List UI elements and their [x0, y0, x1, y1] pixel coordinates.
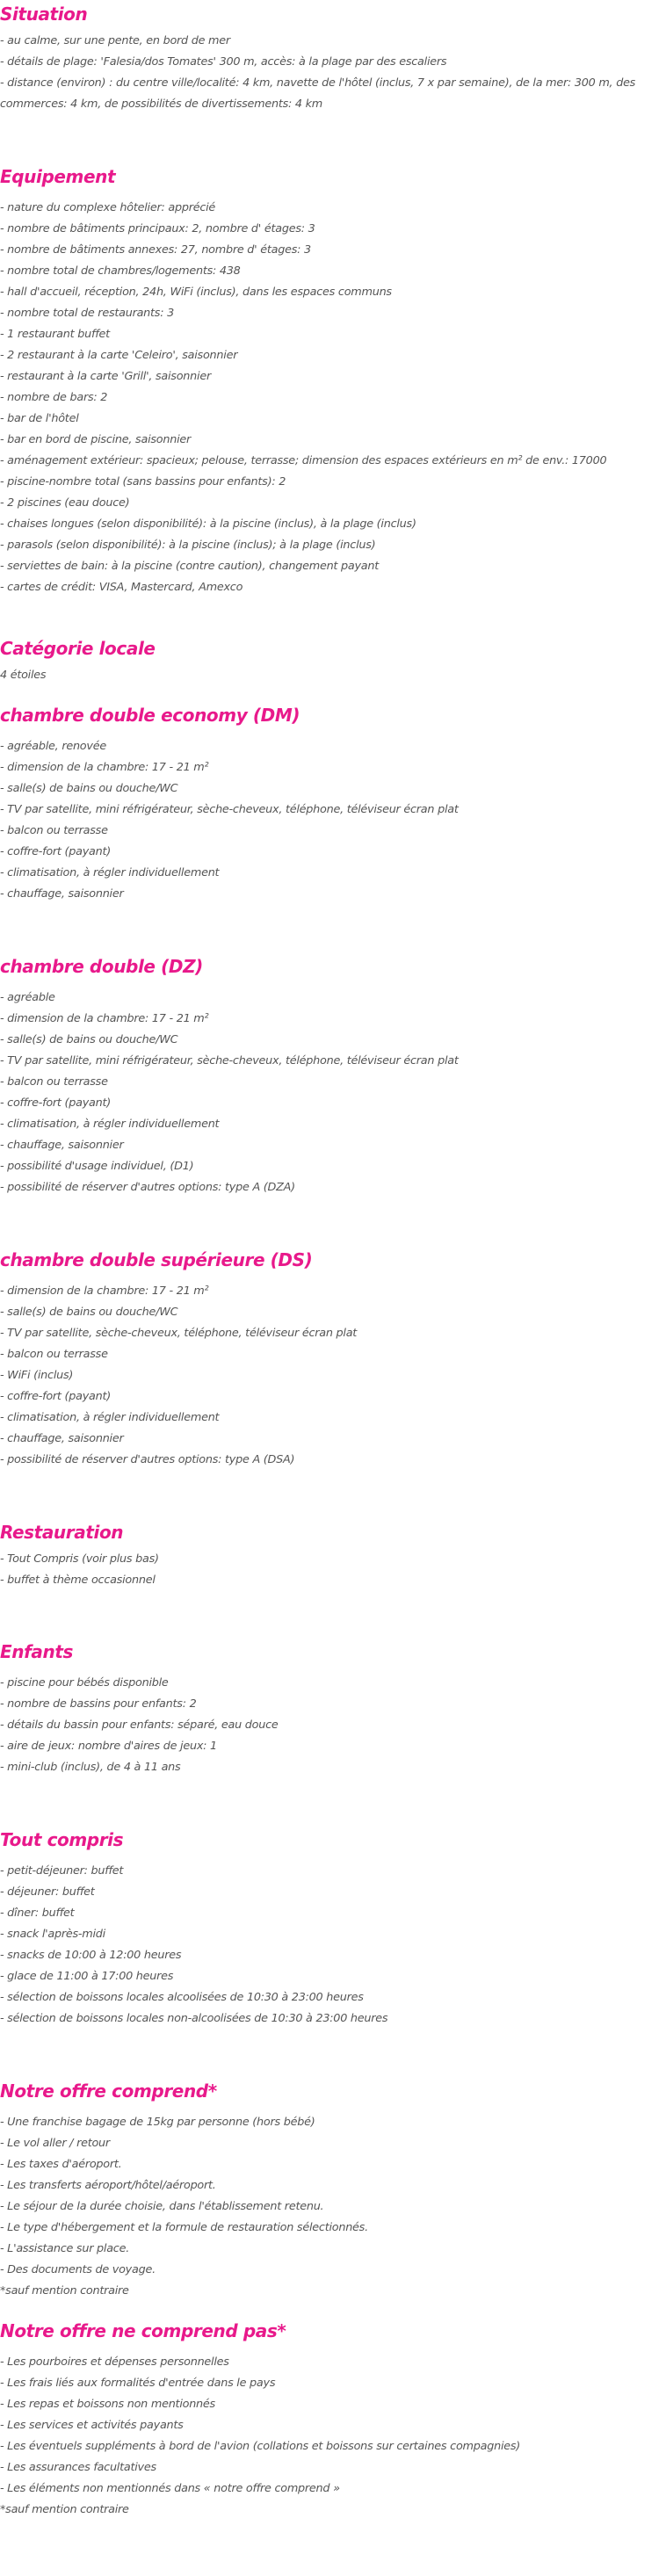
text-line: - climatisation, à régler individuellement	[0, 866, 220, 879]
text-line: - Les repas et boissons non mentionnés	[0, 2398, 215, 2411]
section-categorie-locale	[0, 637, 666, 686]
section-body	[0, 736, 666, 905]
section-body	[0, 198, 666, 598]
section-body	[0, 1673, 666, 1778]
section-title: chambre double (DZ)	[0, 956, 203, 977]
text-line: - distance (environ) : du centre ville/localité: 4 km, navette de l'hôtel (inclus, 7 x par semaine), de la mer: 300 m, des commerces: 4 km, de possibilités de divertissements: 4 km	[0, 76, 636, 111]
section-restauration	[0, 1521, 666, 1591]
text-line: - 2 piscines (eau douce)	[0, 496, 130, 510]
text-line: - Les transferts aéroport/hôtel/aéroport.	[0, 2179, 216, 2192]
section-body	[0, 31, 666, 115]
text-line: - cartes de crédit: VISA, Mastercard, Amexco	[0, 581, 243, 594]
text-line: - climatisation, à régler individuellement	[0, 1411, 220, 1424]
text-line: - snack l'après-midi	[0, 1928, 105, 1941]
text-line: - dimension de la chambre: 17 - 21 m²	[0, 1012, 209, 1025]
section-body	[0, 2112, 666, 2302]
footnote: *sauf mention contraire	[0, 2284, 129, 2297]
text-line: - Tout Compris (voir plus bas)	[0, 1552, 159, 1566]
text-line: - possibilité d'usage individuel, (D1)	[0, 1160, 194, 1173]
section-title: Notre offre ne comprend pas*	[0, 2320, 286, 2341]
text-line: - piscine-nombre total (sans bassins pour enfants): 2	[0, 475, 286, 488]
text-line: - parasols (selon disponibilité): à la piscine (inclus); à la plage (inclus)	[0, 539, 376, 552]
section-title: Restauration	[0, 1522, 124, 1543]
section-offre-ne-comprend-pas	[0, 2319, 666, 2521]
section-body	[0, 1549, 666, 1591]
text-line: - mini-club (inclus), de 4 à 11 ans	[0, 1761, 181, 1774]
section-title: Catégorie locale	[0, 638, 156, 659]
text-line: - Le vol aller / retour	[0, 2137, 110, 2150]
text-line: - Des documents de voyage.	[0, 2263, 156, 2276]
text-line: - dîner: buffet	[0, 1907, 75, 1920]
text-line: - aménagement extérieur: spacieux; pelouse, terrasse; dimension des espaces extérieurs en m² de env.: 17000	[0, 454, 607, 467]
text-line: - sélection de boissons locales alcoolisées de 10:30 à 23:00 heures	[0, 1991, 364, 2004]
text-line: - agréable	[0, 991, 55, 1004]
section-chambre-superieure	[0, 1248, 666, 1471]
text-line: - Les frais liés aux formalités d'entrée dans le pays	[0, 2377, 276, 2390]
text-line: - nombre de bassins pour enfants: 2	[0, 1697, 197, 1711]
text-line: - sélection de boissons locales non-alcoolisées de 10:30 à 23:00 heures	[0, 2012, 388, 2025]
section-title: chambre double economy (DM)	[0, 705, 300, 726]
text-line: - coffre-fort (payant)	[0, 1390, 111, 1403]
text-line: - nombre de bâtiments principaux: 2, nombre d' étages: 3	[0, 222, 315, 235]
section-body	[0, 665, 666, 686]
text-line: - TV par satellite, sèche-cheveux, téléphone, téléviseur écran plat	[0, 1327, 358, 1340]
text-line: - nombre de bars: 2	[0, 391, 108, 404]
text-line: - Les éventuels suppléments à bord de l'avion (collations et boissons sur certaines compagnies)	[0, 2440, 521, 2453]
text-line: - L'assistance sur place.	[0, 2242, 130, 2255]
text-line: - balcon ou terrasse	[0, 1348, 108, 1361]
text-line: - dimension de la chambre: 17 - 21 m²	[0, 1284, 209, 1298]
section-enfants	[0, 1640, 666, 1778]
footnote: *sauf mention contraire	[0, 2503, 129, 2516]
text-line: - au calme, sur une pente, en bord de mer	[0, 34, 230, 47]
text-line: - buffet à thème occasionnel	[0, 1574, 156, 1587]
text-line: - coffre-fort (payant)	[0, 845, 111, 858]
text-line: - détails de plage: 'Falesia/dos Tomates' 300 m, accès: à la plage par des escaliers	[0, 55, 447, 69]
text-line: - chaises longues (selon disponibilité): à la piscine (inclus), à la plage (inclus)	[0, 517, 416, 531]
section-title: Tout compris	[0, 1829, 124, 1850]
text-line: - dimension de la chambre: 17 - 21 m²	[0, 761, 209, 774]
text-line: - snacks de 10:00 à 12:00 heures	[0, 1949, 182, 1962]
text-line: - bar en bord de piscine, saisonnier	[0, 433, 192, 446]
section-title: Equipement	[0, 166, 116, 187]
text-line: - possibilité de réserver d'autres options: type A (DSA)	[0, 1453, 295, 1466]
text-line: - TV par satellite, mini réfrigérateur, sèche-cheveux, téléphone, téléviseur écran plat	[0, 803, 459, 816]
section-body	[0, 1861, 666, 2030]
text-line: - Les éléments non mentionnés dans « notre offre comprend »	[0, 2482, 340, 2495]
text-line: - restaurant à la carte 'Grill', saisonnier	[0, 370, 211, 383]
section-body	[0, 1281, 666, 1471]
text-line: - Le type d'hébergement et la formule de restauration sélectionnés.	[0, 2221, 368, 2234]
section-body	[0, 988, 666, 1198]
text-line: - Les services et activités payants	[0, 2419, 184, 2432]
text-line: - nombre total de chambres/logements: 438	[0, 264, 241, 278]
section-chambre-double	[0, 955, 666, 1198]
text-line: - nombre total de restaurants: 3	[0, 307, 174, 320]
text-line: - agréable, renovée	[0, 740, 106, 753]
text-line: - nature du complexe hôtelier: apprécié	[0, 201, 216, 214]
text-line: - possibilité de réserver d'autres options: type A (DZA)	[0, 1181, 295, 1194]
text-line: - Les taxes d'aéroport.	[0, 2158, 122, 2171]
section-body	[0, 2352, 666, 2521]
text-line: - Une franchise bagage de 15kg par personne (hors bébé)	[0, 2116, 315, 2129]
text-line: - salle(s) de bains ou douche/WC	[0, 1306, 178, 1319]
text-line: - Les assurances facultatives	[0, 2461, 156, 2474]
section-situation	[0, 0, 666, 115]
text-line: - nombre de bâtiments annexes: 27, nombre d' étages: 3	[0, 243, 311, 257]
text-line: - aire de jeux: nombre d'aires de jeux: 1	[0, 1740, 217, 1753]
text-line: - Les pourboires et dépenses personnelles	[0, 2355, 229, 2369]
text-line: - détails du bassin pour enfants: séparé, eau douce	[0, 1719, 279, 1732]
text-line: - WiFi (inclus)	[0, 1369, 74, 1382]
text-line: - hall d'accueil, réception, 24h, WiFi (inclus), dans les espaces communs	[0, 286, 392, 299]
text-line: - glace de 11:00 à 17:00 heures	[0, 1970, 174, 1983]
section-chambre-economy	[0, 704, 666, 905]
section-title: Enfants	[0, 1641, 74, 1662]
section-title: Notre offre comprend*	[0, 2080, 217, 2102]
text-line: - Le séjour de la durée choisie, dans l'établissement retenu.	[0, 2200, 324, 2213]
text-line: - climatisation, à régler individuellement	[0, 1118, 220, 1131]
text-line: - 1 restaurant buffet	[0, 328, 110, 341]
text-line: 4 étoiles	[0, 669, 47, 682]
text-line: - petit-déjeuner: buffet	[0, 1864, 124, 1878]
text-line: - chauffage, saisonnier	[0, 1432, 124, 1445]
text-line: - balcon ou terrasse	[0, 1075, 108, 1089]
text-line: - piscine pour bébés disponible	[0, 1676, 169, 1690]
text-line: - balcon ou terrasse	[0, 824, 108, 837]
section-title: chambre double supérieure (DS)	[0, 1249, 313, 1270]
section-offre-comprend	[0, 2080, 666, 2302]
text-line: - bar de l'hôtel	[0, 412, 79, 425]
section-equipement	[0, 165, 666, 598]
text-line: - serviettes de bain: à la piscine (contre caution), changement payant	[0, 560, 380, 573]
text-line: - 2 restaurant à la carte 'Celeiro', saisonnier	[0, 349, 238, 362]
text-line: - TV par satellite, mini réfrigérateur, sèche-cheveux, téléphone, téléviseur écran plat	[0, 1054, 459, 1067]
section-title: Situation	[0, 4, 88, 25]
text-line: - chauffage, saisonnier	[0, 1139, 124, 1152]
section-tout-compris	[0, 1828, 666, 2030]
text-line: - chauffage, saisonnier	[0, 887, 124, 901]
text-line: - salle(s) de bains ou douche/WC	[0, 1033, 178, 1046]
text-line: - coffre-fort (payant)	[0, 1096, 111, 1110]
text-line: - déjeuner: buffet	[0, 1885, 95, 1899]
text-line: - salle(s) de bains ou douche/WC	[0, 782, 178, 795]
